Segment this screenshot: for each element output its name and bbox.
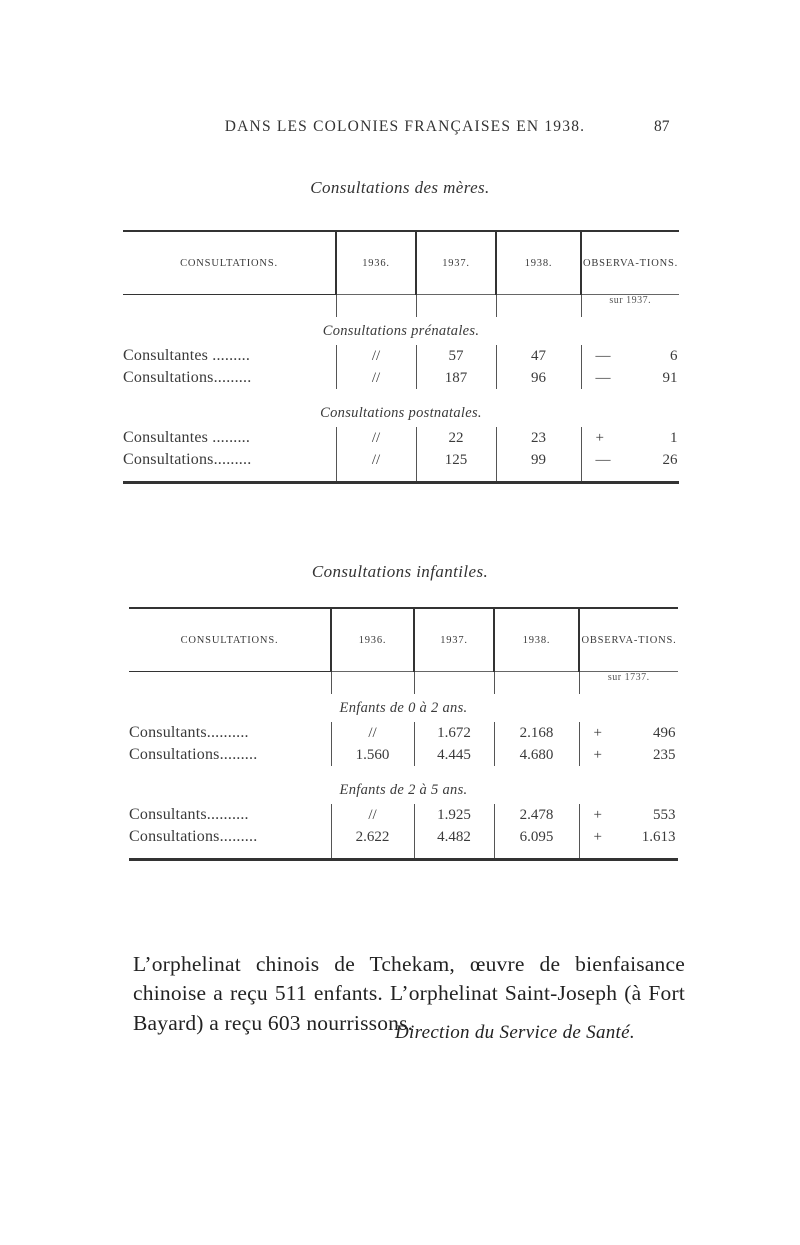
header-subrow	[123, 295, 679, 318]
section-title: Consultations prénatales.	[322, 322, 480, 339]
header-subrow	[129, 672, 678, 695]
change-sign: —	[595, 369, 611, 386]
value-1936: 1.560	[331, 744, 414, 766]
observation-cell	[579, 826, 678, 848]
value-1936: //	[331, 722, 414, 744]
change-sign: +	[593, 746, 602, 763]
table1-caption: Consultations des mères.	[310, 178, 490, 197]
observation-cell	[579, 804, 678, 826]
value-1937: 22	[416, 427, 496, 449]
row-label: Consultations.........	[129, 746, 258, 763]
change-sign: +	[593, 724, 602, 741]
change-sign: +	[593, 806, 602, 823]
column-header: 1938.	[496, 231, 581, 295]
column-header: 1937.	[416, 231, 496, 295]
value-1938: 47	[496, 345, 581, 367]
section-title: Enfants de 2 à 5 ans.	[339, 781, 468, 798]
row-label: Consultantes .........	[123, 347, 251, 364]
running-head: DANS LES COLONIES FRANÇAISES EN 1938.	[224, 118, 586, 135]
column-header: 1936.	[331, 608, 414, 672]
mothers-consultations-table	[123, 230, 679, 484]
page-number: 87	[654, 118, 670, 135]
column-header: 1938.	[494, 608, 579, 672]
value-1936: //	[331, 804, 414, 826]
value-1938: 2.478	[494, 804, 579, 826]
value-1937: 4.445	[414, 744, 494, 766]
observations-basis: sur 1937.	[581, 295, 679, 318]
value-1937: 1.672	[414, 722, 494, 744]
value-1936: 2.622	[331, 826, 414, 848]
value-1938: 4.680	[494, 744, 579, 766]
section-title-row	[129, 776, 678, 804]
signature: Direction du Service de Santé.	[395, 1022, 635, 1043]
table-header-row	[123, 231, 679, 295]
value-1936: //	[336, 367, 416, 389]
change-sign: —	[595, 347, 611, 364]
change-value: 553	[653, 806, 676, 823]
observation-cell	[581, 367, 679, 389]
table-row	[123, 449, 679, 471]
observation-cell	[581, 345, 679, 367]
change-sign: +	[593, 828, 602, 845]
observation-cell	[581, 449, 679, 471]
row-label: Consultants..........	[129, 724, 249, 741]
observation-cell	[579, 744, 678, 766]
column-header: 1936.	[336, 231, 416, 295]
change-sign: +	[595, 429, 604, 446]
row-label: Consultants..........	[129, 806, 249, 823]
value-1938: 2.168	[494, 722, 579, 744]
column-header: OBSERVA-TIONS.	[579, 608, 678, 672]
value-1937: 57	[416, 345, 496, 367]
value-1936: //	[336, 449, 416, 471]
change-value: 6	[670, 347, 678, 364]
section-title: Consultations postnatales.	[320, 404, 482, 421]
row-label: Consultations.........	[129, 828, 258, 845]
table-header-row	[129, 608, 678, 672]
value-1937: 125	[416, 449, 496, 471]
column-header: 1937.	[414, 608, 494, 672]
change-value: 1.613	[641, 828, 676, 845]
column-header: OBSERVA-TIONS.	[581, 231, 679, 295]
observation-cell	[581, 427, 679, 449]
value-1936: //	[336, 427, 416, 449]
value-1938: 6.095	[494, 826, 579, 848]
table-row	[123, 427, 679, 449]
column-header: CONSULTATIONS.	[180, 257, 278, 269]
table-row	[129, 826, 678, 848]
change-value: 26	[662, 451, 678, 468]
table-row	[129, 804, 678, 826]
value-1936: //	[336, 345, 416, 367]
table-row	[123, 345, 679, 367]
infant-consultations-table	[129, 607, 678, 861]
value-1937: 187	[416, 367, 496, 389]
change-value: 91	[662, 369, 678, 386]
row-label: Consultations.........	[123, 451, 252, 468]
table-row	[129, 722, 678, 744]
section-title-row	[123, 399, 679, 427]
column-header: CONSULTATIONS.	[180, 634, 279, 646]
table-row	[123, 367, 679, 389]
change-sign: —	[595, 451, 611, 468]
value-1938: 99	[496, 449, 581, 471]
table2-caption: Consultations infantiles.	[311, 562, 489, 581]
body-paragraph: L’orphelinat chinois de Tchekam, œuvre de bienfaisance chinoise a reçu 511 enfants. L’orphelinat Saint-Joseph (à Fort Bayard) a reçu 603 nourrissons.	[133, 951, 685, 1035]
change-value: 235	[653, 746, 676, 763]
observation-cell	[579, 722, 678, 744]
table-row	[129, 744, 678, 766]
value-1938: 23	[496, 427, 581, 449]
section-title-row	[123, 317, 679, 345]
value-1937: 4.482	[414, 826, 494, 848]
value-1938: 96	[496, 367, 581, 389]
section-title-row	[129, 694, 678, 722]
row-label: Consultantes .........	[123, 429, 251, 446]
change-value: 496	[653, 724, 676, 741]
value-1937: 1.925	[414, 804, 494, 826]
row-label: Consultations.........	[123, 369, 252, 386]
section-title: Enfants de 0 à 2 ans.	[339, 699, 468, 716]
change-value: 1	[670, 429, 678, 446]
observations-basis: sur 1737.	[579, 672, 678, 695]
